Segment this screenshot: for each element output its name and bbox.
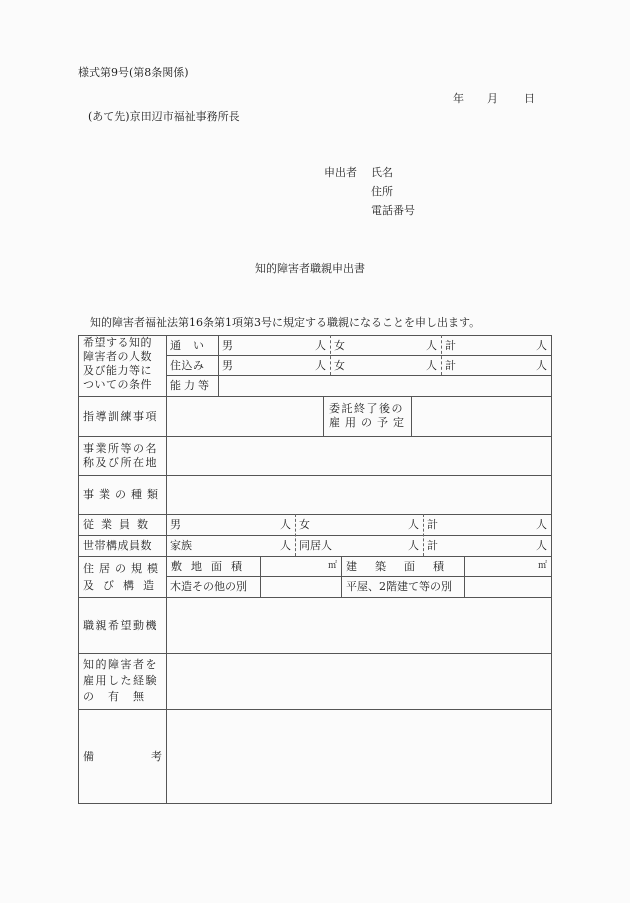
date-month-label: 月 (487, 92, 498, 105)
guidance-field[interactable] (166, 396, 323, 436)
date-year-label: 年 (453, 92, 464, 105)
guidance-label: 指導訓練事項 (83, 409, 158, 423)
unit-label: ㎡ (537, 560, 547, 571)
unit-label: 人 (426, 358, 437, 372)
conditions-label (83, 336, 163, 392)
unit-label: 人 (315, 338, 326, 352)
label-line: 及び構造 (83, 579, 163, 592)
floors-label: 平屋、2階建て等の別 (346, 580, 452, 593)
total-label: 計 (445, 358, 456, 372)
unit-label: 人 (280, 518, 291, 531)
total-label: 計 (427, 518, 438, 531)
household-total-field[interactable] (423, 535, 551, 556)
remarks-field[interactable] (166, 709, 551, 803)
label-line: 委託終了後の (329, 402, 404, 415)
document-title: 知的障害者職親申出書 (255, 262, 365, 275)
structure-label: 木造その他の別 (170, 580, 247, 593)
label-line: 称及び所在地 (83, 456, 158, 469)
female-label: 女 (299, 518, 310, 531)
female-label: 女 (334, 358, 345, 372)
family-label: 家族 (170, 539, 192, 552)
table-border-left (78, 335, 79, 804)
cohabitant-label: 同居人 (299, 539, 332, 552)
unit-label: 人 (408, 539, 419, 552)
label-line: の 有 無 (83, 690, 146, 703)
household-family-field[interactable] (166, 535, 295, 556)
label-line: 雇用した経験 (83, 674, 158, 687)
label-line: 雇用の予定 (329, 416, 409, 429)
total-label: 計 (427, 539, 438, 552)
applicant-label: 申出者 (324, 166, 357, 179)
household-label: 世帯構成員数 (83, 539, 152, 552)
table-border-bottom (78, 803, 552, 804)
unit-label: 人 (536, 539, 547, 552)
male-label: 男 (222, 358, 233, 372)
label-char: 備 (83, 749, 94, 763)
commute-label: 通 い (170, 338, 205, 352)
applicant-name-label: 氏名 (371, 166, 393, 179)
building-area-label: 建築面積 (346, 559, 462, 573)
business-type-label: 事業の種類 (83, 488, 163, 501)
ability-field[interactable] (218, 375, 551, 396)
live-in-female-field[interactable] (330, 355, 441, 375)
unit-label: 人 (536, 338, 547, 352)
female-label: 女 (334, 338, 345, 352)
label-line: 希望する知的 (83, 336, 152, 349)
form-number: 様式第9号(第8条関係) (78, 66, 189, 79)
unit-label: 人 (426, 338, 437, 352)
employees-total-field[interactable] (423, 514, 551, 535)
male-label: 男 (222, 338, 233, 352)
employees-label: 従業員数 (83, 518, 155, 531)
label-line: 及び能力等に (83, 364, 152, 377)
experience-label (83, 657, 163, 705)
label-char: 考 (151, 749, 162, 763)
live-in-male-field[interactable] (218, 355, 330, 375)
total-label: 計 (445, 338, 456, 352)
unit-label: 人 (315, 358, 326, 372)
commute-male-field[interactable] (218, 335, 330, 355)
divider (341, 556, 342, 597)
post-commission-employment-label (329, 402, 409, 430)
experience-field[interactable] (166, 653, 551, 709)
motivation-field[interactable] (166, 597, 551, 653)
unit-label: 人 (536, 518, 547, 531)
table-border-right (551, 335, 552, 804)
unit-label: 人 (408, 518, 419, 531)
motivation-label: 職親希望動機 (83, 618, 158, 632)
business-site-label (83, 442, 165, 470)
housing-label (83, 560, 163, 594)
live-in-total-field[interactable] (441, 355, 551, 375)
employees-female-field[interactable] (295, 514, 423, 535)
commute-female-field[interactable] (330, 335, 441, 355)
label-line: ついての条件 (83, 378, 152, 391)
site-area-field[interactable] (260, 556, 341, 576)
male-label: 男 (170, 518, 181, 531)
employees-male-field[interactable] (166, 514, 295, 535)
label-line: 知的障害者を (83, 658, 158, 671)
applicant-address-label: 住所 (371, 185, 393, 198)
business-type-field[interactable] (166, 475, 551, 514)
unit-label: 人 (280, 539, 291, 552)
commute-total-field[interactable] (441, 335, 551, 355)
date-day-label: 日 (524, 92, 535, 105)
unit-label: 人 (536, 358, 547, 372)
building-area-field[interactable] (464, 556, 551, 576)
business-site-field[interactable] (166, 436, 551, 475)
structure-field[interactable] (260, 576, 341, 597)
remarks-label (83, 709, 162, 803)
floors-field[interactable] (464, 576, 551, 597)
unit-label: ㎡ (327, 560, 337, 571)
statement: 知的障害者福祉法第16条第1項第3号に規定する職親になることを申し出ます。 (90, 316, 481, 329)
label-line: 障害者の人数 (83, 350, 152, 363)
divider (323, 396, 324, 436)
post-commission-employment-field[interactable] (411, 396, 551, 436)
ability-label: 能力等 (170, 379, 212, 392)
live-in-label: 住込み (170, 358, 205, 372)
label-line: 住居の規模 (83, 562, 163, 575)
site-area-label: 敷地面積 (171, 559, 251, 573)
household-cohabitant-field[interactable] (295, 535, 423, 556)
applicant-phone-label: 電話番号 (371, 204, 415, 217)
addressee: (あて先)京田辺市福祉事務所長 (88, 110, 240, 123)
label-line: 事業所等の名 (83, 442, 158, 455)
